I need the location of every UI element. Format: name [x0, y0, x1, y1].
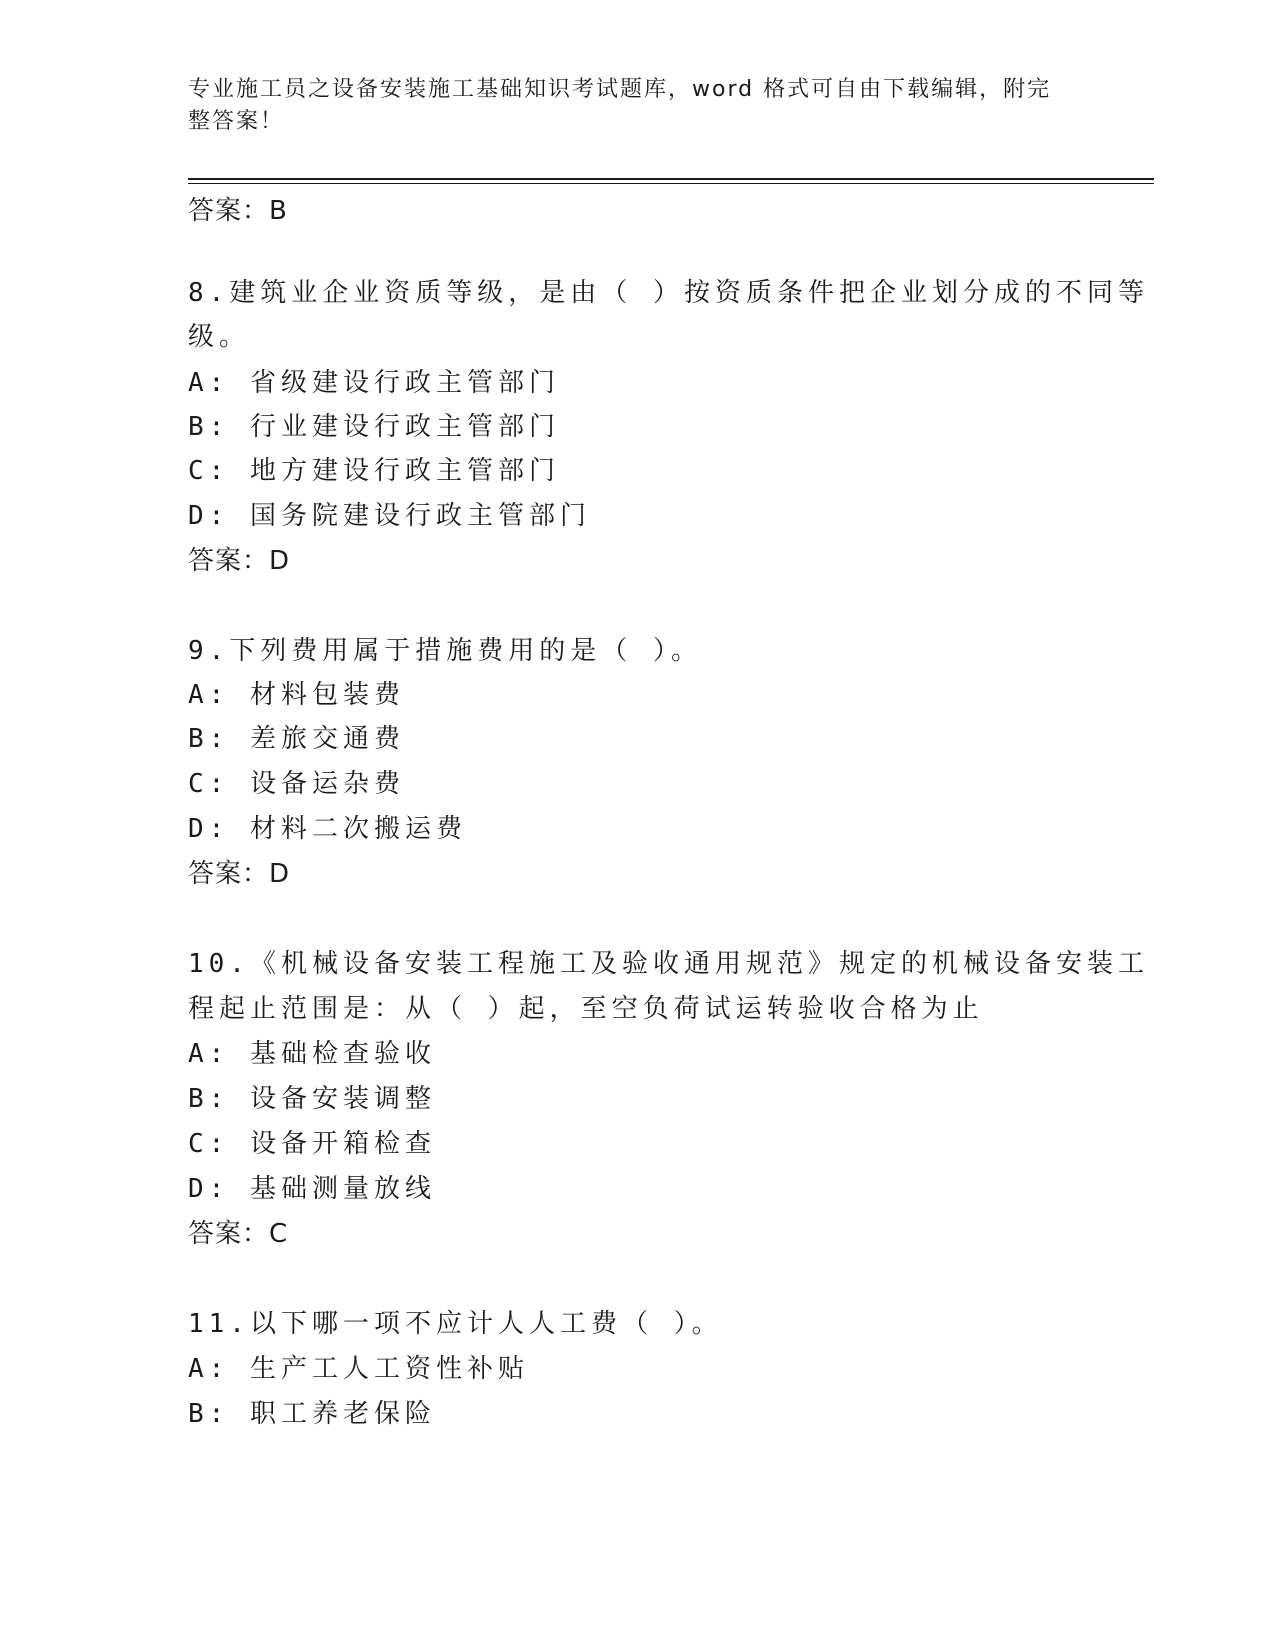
question-8-option-b: B: 行业建设行政主管部门	[188, 412, 560, 442]
question-8-option-a: A: 省级建设行政主管部门	[188, 368, 560, 398]
question-8-option-c: C: 地方建设行政主管部门	[188, 456, 560, 486]
question-9-option-a: A: 材料包装费	[188, 680, 405, 710]
question-10-option-a: A: 基础检查验收	[188, 1039, 436, 1069]
previous-answer: 答案：B	[188, 196, 288, 226]
header-title-line1: 专业施工员之设备安装施工基础知识考试题库，word 格式可自由下载编辑，附完	[188, 77, 1052, 102]
question-10-stem-line1: 10.《机械设备安装工程施工及验收通用规范》规定的机械设备安装工	[188, 949, 1149, 979]
question-10-answer: 答案：C	[188, 1219, 289, 1249]
header-rule-thick	[188, 178, 1154, 180]
question-9-stem-line1: 9.下列费用属于措施费用的是（ ）。	[188, 636, 702, 666]
header-rule-thin	[188, 183, 1154, 184]
question-10-option-b: B: 设备安装调整	[188, 1084, 436, 1114]
question-11-option-a: A: 生产工人工资性补贴	[188, 1354, 529, 1384]
question-9-option-b: B: 差旅交通费	[188, 724, 405, 754]
question-10-option-c: C: 设备开箱检查	[188, 1129, 436, 1159]
question-9-answer: 答案：D	[188, 859, 291, 889]
question-8-answer: 答案：D	[188, 546, 291, 576]
document-header	[188, 74, 1068, 138]
question-10-stem-line2: 程起止范围是：从（ ）起，至空负荷试运转验收合格为止	[188, 994, 984, 1024]
question-11-option-b: B: 职工养老保险	[188, 1399, 436, 1429]
question-11-stem-line1: 11.以下哪一项不应计人人工费（ ）。	[188, 1309, 723, 1339]
question-9-option-d: D: 材料二次搬运费	[188, 814, 467, 844]
question-8-stem-line1: 8.建筑业企业资质等级，是由（ ）按资质条件把企业划分成的不同等	[188, 278, 1149, 308]
header-title-line2: 整答案！	[188, 109, 285, 134]
question-8-option-d: D: 国务院建设行政主管部门	[188, 501, 591, 531]
question-10-option-d: D: 基础测量放线	[188, 1174, 436, 1204]
question-9-option-c: C: 设备运杂费	[188, 769, 405, 799]
question-8-stem-line2: 级。	[188, 322, 251, 352]
